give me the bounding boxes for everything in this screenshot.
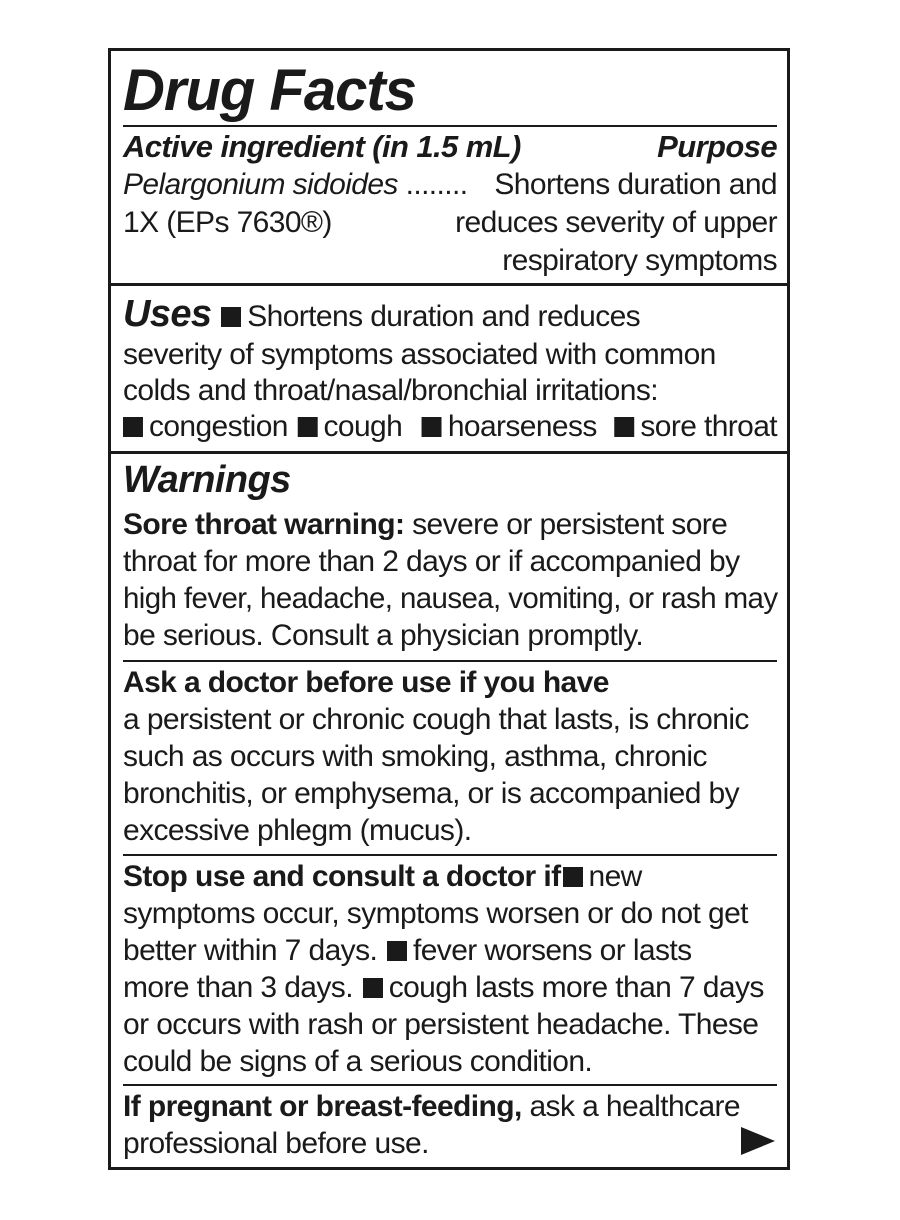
- ask-doctor-line-2: such as occurs with smoking, asthma, chronic: [123, 740, 707, 773]
- bullet-square-icon: [614, 417, 634, 437]
- pregnant-line-2: professional before use.: [123, 1127, 429, 1160]
- purpose-label: Purpose: [657, 129, 777, 164]
- purpose-row-1: [123, 167, 777, 203]
- uses-line-1: Shortens duration and reduces: [247, 300, 641, 333]
- pregnant-label: If pregnant or breast-feeding,: [123, 1090, 522, 1123]
- purpose-line-1: Shortens duration and: [494, 168, 777, 201]
- sore-throat-line-4: be serious. Consult a physician promptly.: [123, 619, 644, 652]
- active-ingredient-label: Active ingredient (in 1.5 mL): [123, 129, 521, 164]
- ask-doctor-line-4: excessive phlegm (mucus).: [123, 814, 472, 847]
- stop-use-line-3a: better within 7 days.: [123, 934, 378, 967]
- sore-throat-row-1: [123, 507, 777, 543]
- pregnant-line-1: ask a healthcare: [529, 1090, 741, 1123]
- stop-use-row-3: [123, 933, 777, 969]
- uses-row-1: [123, 293, 777, 338]
- purpose-header: [123, 129, 777, 165]
- uses-symptom-list: [123, 409, 777, 445]
- stop-use-line-5: or occurs with rash or persistent headache. These: [123, 1008, 759, 1041]
- warnings-heading: Warnings: [123, 459, 291, 501]
- purpose-row-3: [123, 243, 777, 279]
- stop-use-row-1: [123, 859, 777, 895]
- ingredient-potency: 1X (EPs 7630®): [123, 206, 332, 239]
- bullet-square-icon: [422, 417, 442, 437]
- stop-use-heading: Stop use and consult a doctor if: [123, 860, 561, 893]
- rule-ask-doctor: [123, 660, 777, 662]
- uses-divider: [111, 283, 787, 286]
- stop-use-line-2: symptoms occur, symptoms worsen or do not get: [123, 897, 748, 930]
- continue-arrow-icon: [741, 1127, 775, 1155]
- stop-use-line-1: new: [588, 860, 642, 893]
- stop-use-line-4b: cough lasts more than 7 days: [388, 971, 764, 1004]
- ask-doctor-line-3: bronchitis, or emphysema, or is accompanied by: [123, 777, 740, 810]
- stop-use-line-4a: more than 3 days.: [123, 971, 353, 1004]
- rule-stop-use: [123, 854, 777, 856]
- sore-throat-line-2: throat for more than 2 days or if accompanied by: [123, 545, 740, 578]
- title-rule: [123, 125, 777, 127]
- symptom-hoarseness: hoarseness: [447, 410, 597, 443]
- drug-facts-panel: [108, 48, 790, 1170]
- ask-doctor-line-1: a persistent or chronic cough that lasts, is chronic: [123, 703, 749, 736]
- stop-use-row-4: [123, 970, 777, 1006]
- leader-dots: ........: [405, 168, 468, 201]
- ask-doctor-heading: Ask a doctor before use if you have: [123, 666, 609, 699]
- bullet-square-icon: [123, 417, 143, 437]
- rule-pregnant: [123, 1084, 777, 1086]
- symptom-congestion: congestion: [148, 410, 288, 443]
- symptom-cough: cough: [323, 410, 403, 443]
- pregnant-row-1: [123, 1089, 777, 1125]
- uses-heading: Uses: [123, 293, 212, 335]
- purpose-row-2: [123, 205, 777, 241]
- stop-use-line-3b: fever worsens or lasts: [412, 934, 692, 967]
- drug-facts-title: Drug Facts: [123, 58, 416, 123]
- bullet-square-icon: [387, 941, 407, 961]
- warnings-divider: [111, 451, 787, 454]
- uses-line-3: colds and throat/nasal/bronchial irritations:: [123, 374, 658, 407]
- bullet-square-icon: [221, 307, 241, 327]
- bullet-square-icon: [363, 978, 383, 998]
- ingredient-name: Pelargonium sidoides: [123, 168, 398, 201]
- symptom-sore-throat: sore throat: [640, 410, 778, 443]
- purpose-line-2: reduces severity of upper: [455, 206, 777, 239]
- uses-line-2: severity of symptoms associated with common: [123, 338, 716, 371]
- stop-use-line-6: could be signs of a serious condition.: [123, 1045, 593, 1078]
- sore-throat-label: Sore throat warning:: [123, 508, 405, 541]
- bullet-square-icon: [563, 867, 583, 887]
- purpose-line-3: respiratory symptoms: [502, 244, 777, 277]
- sore-throat-line-3: high fever, headache, nausea, vomiting, or rash may: [123, 582, 778, 615]
- sore-throat-line-1: severe or persistent sore: [412, 508, 728, 541]
- bullet-square-icon: [298, 417, 318, 437]
